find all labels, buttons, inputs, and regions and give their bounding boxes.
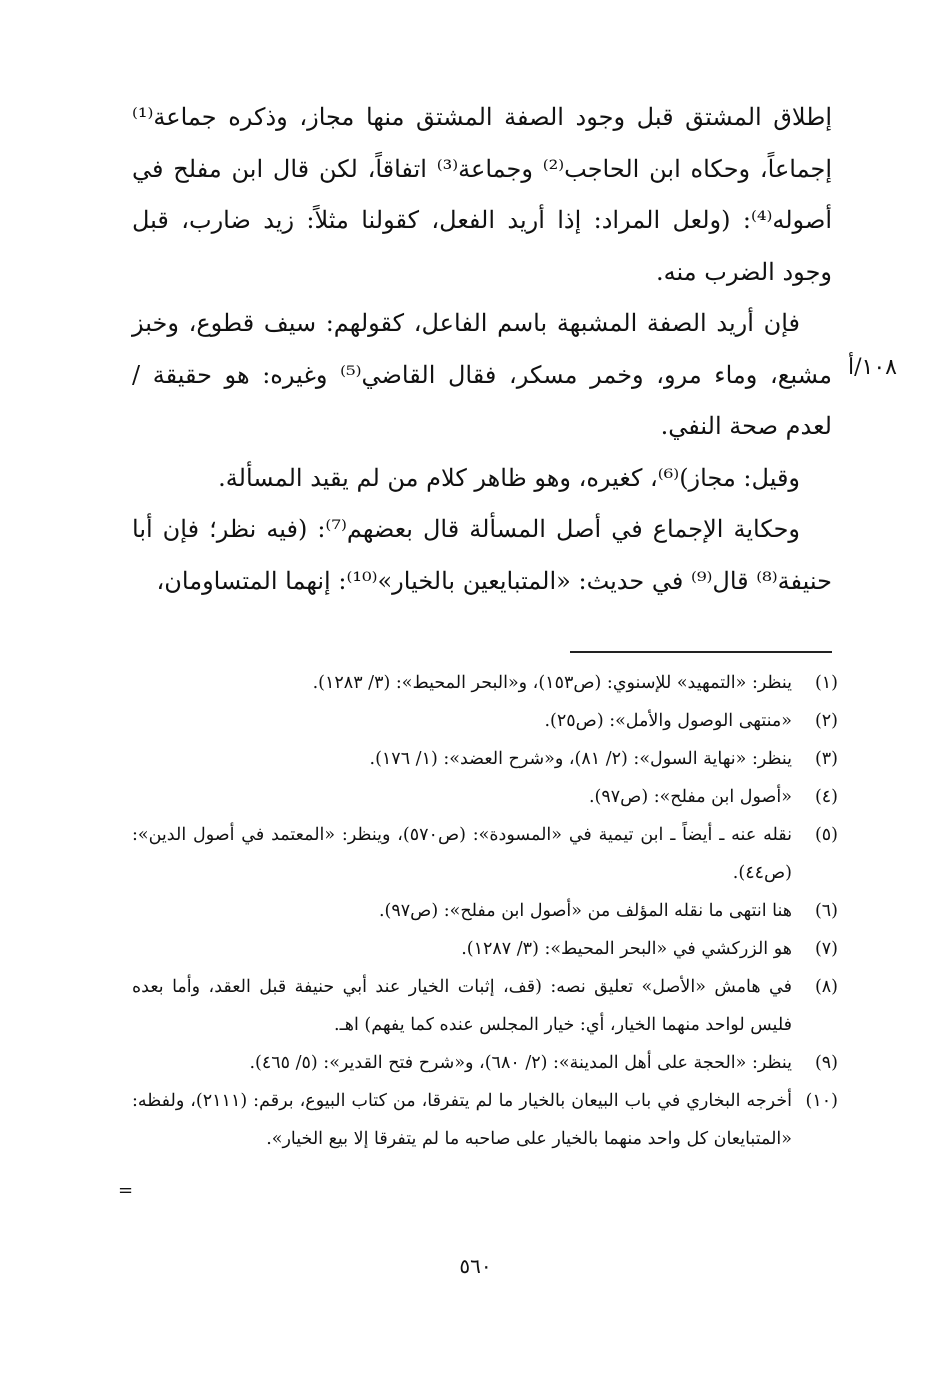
paragraph-3: وقيل: مجاز)⁽⁶⁾، كغيره، وهو ظاهر كلام من لم يقيد المسألة. [218,463,800,492]
footnote-number: (٥) [814,825,838,845]
footnote-number: (٧) [814,939,838,959]
footnote-item [132,816,838,892]
footnote-item [132,778,838,816]
footnote-item [132,1082,838,1158]
paragraph-2: فإن أريد الصفة المشبهة باسم الفاعل، كقولهم: سيف قطوع، وخبز مشبع، وماء مرو، وخمر مسكر، فقال القاضي⁽⁵⁾ وغيره: هو حقيقة / لعدم صحة النفي. [132,309,833,440]
page-number: ٥٦٠ [459,1254,492,1278]
footnotes [132,664,838,1158]
footnote-text: ينظر: «التمهيد» للإسنوي: (ص١٥٣)، و«البحر المحيط»: (٣/ ١٢٨٣). [312,673,792,693]
footnote-item [132,892,838,930]
footnote-number: (٩) [814,1053,838,1073]
footnote-text: في هامش «الأصل» تعليق نصه: (قف، إثبات الخيار عند أبي حنيفة قبل العقد، وأما بعده فليس لواحد منهما الخيار، أي: خيار المجلس عنده كما يفهم) اهـ. [132,977,792,1035]
footnote-number: (١) [814,673,838,693]
footnote-text: نقله عنه ـ أيضاً ـ ابن تيمية في «المسودة»: (ص٥٧٠)، وينظر: «المعتمد في أصول الدين»: (ص٤٤). [132,825,792,883]
footnote-number: (٢) [814,711,838,731]
footnote-number: (٣) [814,749,838,769]
footnote-item [132,930,838,968]
footnote-text: ينظر: «نهاية السول»: (٢/ ٨١)، و«شرح العضد»: (١/ ١٧٦). [369,749,792,769]
footnote-text: هنا انتهى ما نقله المؤلف من «أصول ابن مفلح»: (ص٩٧). [378,901,792,921]
footnote-item [132,968,838,1044]
manuscript-folio-ref: ١٠٨/أ [848,355,897,380]
footnote-text: هو الزركشي في «البحر المحيط»: (٣/ ١٢٨٧). [461,939,792,959]
footnote-item [132,1044,838,1082]
continuation-mark: = [118,1180,134,1201]
main-text [132,92,832,607]
footnote-item [132,702,838,740]
footnote-number: (٨) [814,977,838,997]
footnote-number: (٦) [814,901,838,921]
footnote-item [132,664,838,702]
footnote-item [132,740,838,778]
footnote-text: «منتهى الوصول والأمل»: (ص٢٥). [544,711,792,731]
footnote-number: (٤) [814,787,838,807]
footnote-text: أخرجه البخاري في باب البيعان بالخيار ما لم يتفرقا، من كتاب البيوع، برقم: (٢١١١)، ولفظه: «المتبايعان كل واحد منهما بالخيار على صاحبه ما لم يتفرقا إلا بيع الخيار». [132,1091,792,1149]
paragraph-1: إطلاق المشتق قبل وجود الصفة المشتق منها مجاز، وذكره جماعة⁽¹⁾ إجماعاً، وحكاه ابن الحاجب⁽²⁾ وجماعة⁽³⁾ اتفاقاً، لكن قال ابن مفلح في أصوله⁽⁴⁾: (ولعل المراد: إذا أريد الفعل، كقولنا مثلاً: زيد ضارب، قبل وجود الضرب منه. [132,103,832,286]
footnote-text: ينظر: «الحجة على أهل المدينة»: (٢/ ٦٨٠)، و«شرح فتح القدير»: (٥/ ٤٦٥). [249,1053,792,1073]
paragraph-4: وحكاية الإجماع في أصل المسألة قال بعضهم⁽⁷⁾: (فيه نظر؛ فإن أبا حنيفة⁽⁸⁾ قال⁽⁹⁾ في حديث: «المتبايعين بالخيار»⁽¹⁰⁾: إنهما المتساومان، [132,515,832,595]
footnote-separator [570,651,832,653]
footnote-text: «أصول ابن مفلح»: (ص٩٧). [588,787,792,807]
footnote-number: (١٠) [805,1091,838,1111]
